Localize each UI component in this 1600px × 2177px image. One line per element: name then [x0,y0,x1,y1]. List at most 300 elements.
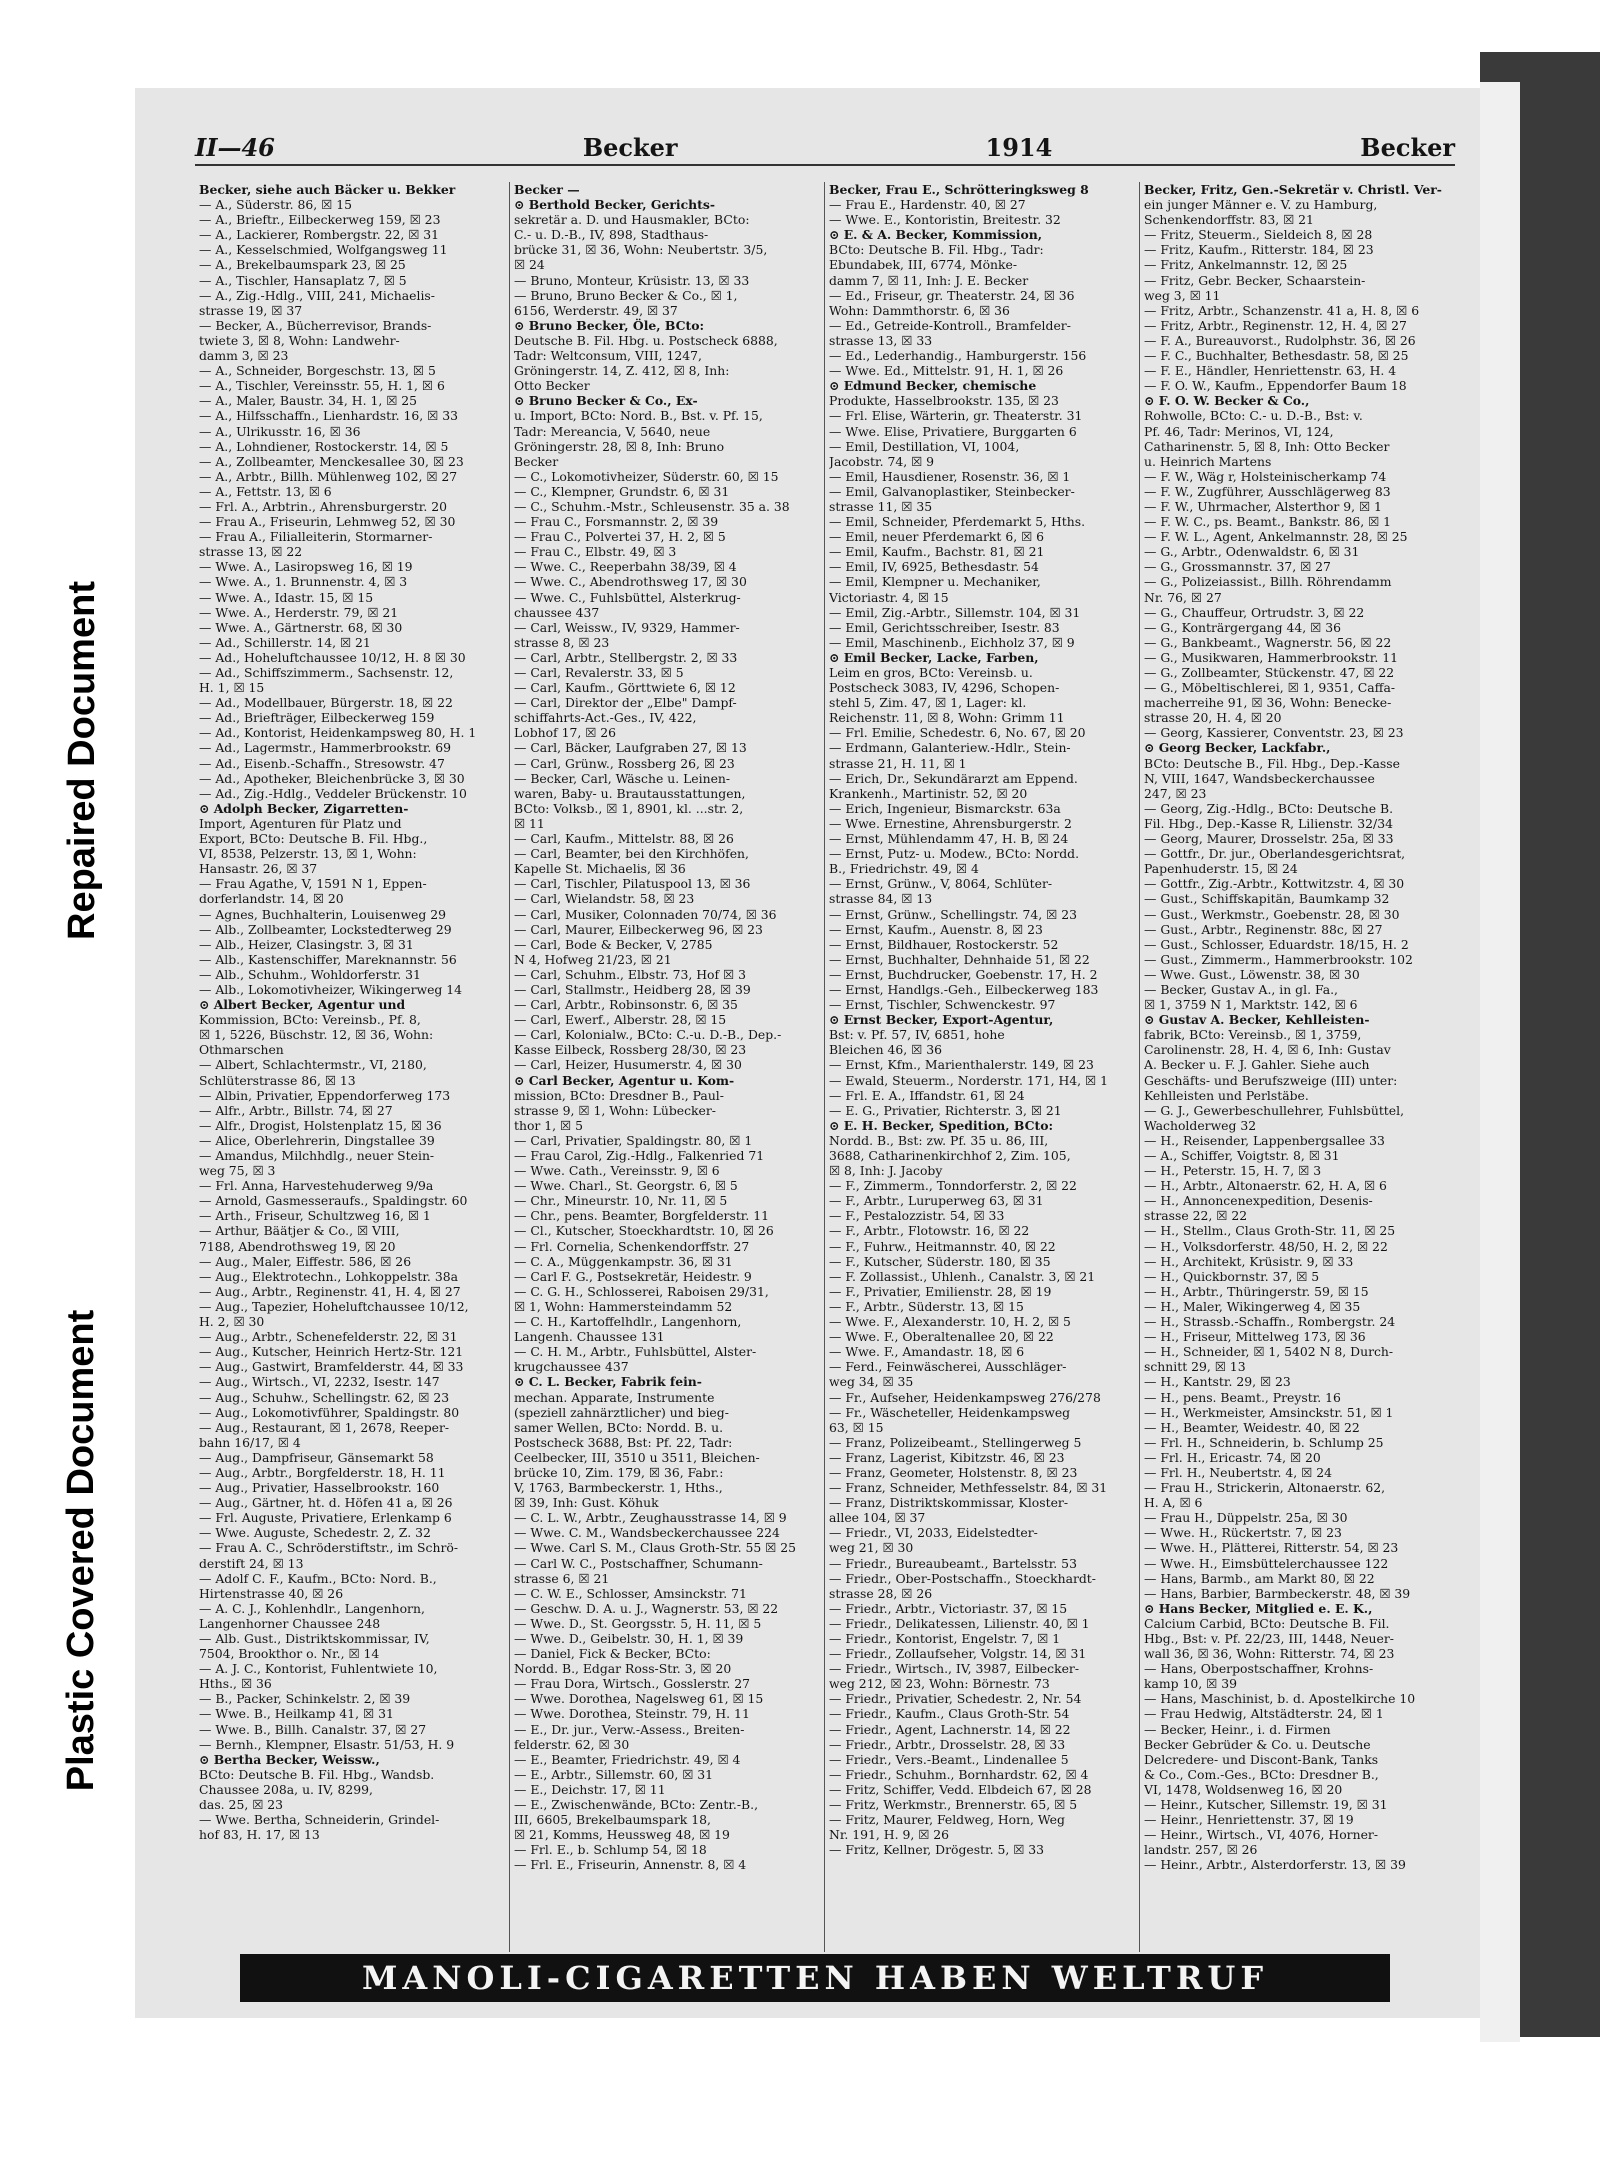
directory-entry: — Georg, Kassierer, Conventstr. 23, ☒ 23 [1144,725,1404,741]
directory-entry: — Aug., Elektrotechn., Lohkoppelstr. 38a [199,1268,458,1284]
directory-entry: — H., pens. Beamt., Preystr. 16 [1144,1389,1341,1405]
directory-entry: Delcredere- und Discont-Bank, Tanks [1144,1751,1379,1767]
directory-entry: — Daniel, Fick & Becker, BCto: [514,1646,711,1662]
scan-edge-strip [1480,52,1600,2037]
directory-entry: dorferlandstr. 14, ☒ 20 [199,891,344,907]
directory-entry: — Ad., Schiffszimmerm., Sachsenstr. 12, [199,665,454,680]
directory-entry: — Ernst, Grünw., Schellingstr. 74, ☒ 23 [829,906,1077,922]
directory-entry: — Carl, Ewerf., Alberstr. 28, ☒ 15 [514,1012,727,1028]
directory-entry: Victoriastr. 4, ☒ 15 [829,589,949,605]
directory-entry: — Wwe. F., Amandastr. 18, ☒ 6 [829,1344,1025,1360]
directory-entry: — C. W. E., Schlosser, Amsinckstr. 71 [514,1585,747,1601]
directory-entry: — A., Tischler, Hansaplatz 7, ☒ 5 [199,272,407,288]
directory-entry: — Wwe. C., Abendrothsweg 17, ☒ 30 [514,574,747,590]
directory-entry: — Franz, Lagerist, Kibitzstr. 46, ☒ 23 [829,1449,1065,1465]
directory-entry: — Wwe. Ed., Mittelstr. 91, H. 1, ☒ 26 [829,363,1064,379]
directory-entry: — Georg, Maurer, Drosselstr. 25a, ☒ 33 [1144,831,1394,847]
directory-entry: — Friedr., Privatier, Schedestr. 2, Nr. 54 [829,1691,1082,1707]
directory-entry: III, 6605, Brekelbaumspark 18, [514,1812,711,1828]
side-label-repaired-text: Repaired Document [60,580,103,940]
directory-entry: ⊙ Ernst Becker, Export-Agentur, [829,1012,1054,1028]
directory-entry: — Carl, Weissw., IV, 9329, Hammer- [514,619,740,635]
directory-entry: — Frl. H., Neubertstr. 4, ☒ 24 [1144,1464,1332,1480]
directory-entry: kamp 10, ☒ 39 [1144,1676,1237,1692]
directory-columns [195,182,1455,1952]
directory-entry: stehl 5, Zim. 47, ☒ 1, Lager: kl. [829,695,1027,711]
directory-entry: — Franz, Distriktskommissar, Kloster- [829,1495,1069,1511]
directory-entry: ⊙ Carl Becker, Agentur u. Kom- [514,1072,735,1088]
directory-entry: — Gottfr., Dr. jur., Oberlandesgerichtsrat, [1144,846,1406,862]
directory-entry: — Geschw. D. A. u. J., Wagnerstr. 53, ☒ 22 [514,1600,779,1616]
directory-entry: — Alb., Heizer, Clasingstr. 3, ☒ 31 [199,936,414,952]
directory-entry: ⊙ Berthold Becker, Gerichts- [514,197,715,213]
directory-entry: B., Friedrichstr. 49, ☒ 4 [829,861,979,877]
directory-entry: — Heinr., Wirtsch., VI, 4076, Horner- [1144,1827,1379,1843]
directory-entry: — H., Quickbornstr. 37, ☒ 5 [1144,1268,1320,1284]
directory-entry: — Wwe. Charl., St. Georgstr. 6, ☒ 5 [514,1178,738,1194]
directory-entry: Langenhorner Chaussee 248 [199,1615,381,1631]
directory-entry: — Frau H., Strickerin, Altonaerstr. 62, [1144,1480,1386,1496]
directory-entry: BCto: Deutsche B., Fil. Hbg., Dep.-Kasse [1144,755,1400,771]
directory-entry: — Emil, IV, 6925, Bethesdastr. 54 [829,559,1039,575]
directory-entry: strasse 28, ☒ 26 [829,1585,933,1601]
directory-entry: Nr. 191, H. 9, ☒ 26 [829,1827,950,1843]
directory-entry: landstr. 257, ☒ 26 [1144,1842,1258,1858]
directory-entry: VI, 8538, Pelzerstr. 13, ☒ 1, Wohn: [199,846,417,862]
directory-entry: — Ernst, Mühlendamm 47, H. B, ☒ 24 [829,831,1069,847]
directory-entry: — Emil, Gerichtsschreiber, Isestr. 83 [829,619,1060,635]
directory-entry: — Adolf C. F., Kaufm., BCto: Nord. B., [199,1570,437,1586]
directory-entry: — Ad., Schillerstr. 14, ☒ 21 [199,634,371,650]
directory-entry: damm 7, ☒ 11, Inh: J. E. Becker [829,272,1029,288]
directory-entry: — Frau C., Polvertei 37, H. 2, ☒ 5 [514,529,726,545]
directory-entry: Deutsche B. Fil. Hbg. u. Postscheck 6888, [514,332,778,348]
directory-entry: — Gottfr., Zig.-Arbtr., Kottwitzstr. 4, ☒ 30 [1144,876,1405,892]
directory-entry: — Frau C., Elbstr. 49, ☒ 3 [514,544,677,560]
directory-entry: — H., Friseur, Mittelweg 173, ☒ 36 [1144,1329,1366,1345]
directory-entry: — Gust., Schlosser, Eduardstr. 18/15, H. 2 [1144,936,1409,952]
directory-entry: — Becker, Heinr., i. d. Firmen [1144,1721,1331,1737]
directory-entry: Jacobstr. 74, ☒ 9 [829,453,935,469]
directory-entry: & Co., Com.-Ges., BCto: Dresdner B., [1144,1766,1379,1782]
directory-entry: 247, ☒ 23 [1144,785,1207,801]
directory-entry: — Carl W. C., Postschaffner, Schumann- [514,1555,763,1571]
directory-entry: ⊙ Albert Becker, Agentur und [199,997,406,1013]
directory-entry: — Frl. A., Arbtrin., Ahrensburgerstr. 20 [199,498,448,514]
directory-entry: — A., Zollbeamter, Menckesallee 30, ☒ 23 [199,453,464,469]
directory-entry: — Wwe. A., 1. Brunnenstr. 4, ☒ 3 [199,574,408,590]
page-number: II—46 [195,132,275,162]
directory-entry: — Carl, Arbtr., Stellbergstr. 2, ☒ 33 [514,649,738,665]
directory-entry: — A., Fettstr. 13, ☒ 6 [199,483,332,499]
directory-entry: — Friedr., Bureaubeamt., Bartelsstr. 53 [829,1555,1077,1571]
directory-entry: Fil. Hbg., Dep.-Kasse R, Lilienstr. 32/34 [1144,815,1393,831]
directory-entry: — F. Zollassist., Uhlenh., Canalstr. 3, ☒ 21 [829,1268,1096,1284]
directory-entry: — Aug., Gastwirt, Bramfelderstr. 44, ☒ 33 [199,1359,464,1375]
directory-entry: Otto Becker [514,378,590,394]
directory-entry: — Friedr., Kontorist, Engelstr. 7, ☒ 1 [829,1631,1061,1646]
directory-entry: — Frl. Emilie, Schedestr. 6, No. 67, ☒ 20 [829,725,1086,741]
directory-entry: VI, 1478, Woldsenweg 16, ☒ 20 [1144,1781,1343,1797]
directory-entry: — F., Fuhrw., Heitmannstr. 40, ☒ 22 [829,1238,1056,1254]
directory-entry: ⊙ Bertha Becker, Weissw., [199,1751,380,1767]
directory-entry: felderstr. 62, ☒ 30 [514,1736,630,1752]
directory-entry: 7504, Brookthor o. Nr., ☒ 14 [199,1646,380,1662]
directory-entry: — H., Architekt, Krüsistr. 9, ☒ 33 [1144,1253,1354,1269]
directory-entry: — H., Reisender, Lappenbergsallee 33 [1144,1132,1385,1148]
directory-entry: — G., Bankbeamt., Wagnerstr. 56, ☒ 22 [1144,634,1392,650]
directory-entry: — Ad., Apotheker, Bleichenbrücke 3, ☒ 30 [199,770,465,786]
directory-entry: C.- u. D.-B., IV, 898, Stadthaus- [514,227,709,243]
directory-entry: — Wwe. Gust., Löwenstr. 38, ☒ 30 [1144,966,1360,982]
directory-entry: — F. O. W., Kaufm., Eppendorfer Baum 18 [1144,378,1407,394]
directory-entry: Schlüterstrasse 86, ☒ 13 [199,1072,356,1088]
directory-entry: — E., Deichstr. 17, ☒ 11 [514,1781,666,1797]
directory-entry: — Frl. Cornelia, Schenkendorffstr. 27 [514,1238,750,1254]
directory-entry: — Ed., Friseur, gr. Theaterstr. 24, ☒ 36 [829,287,1075,303]
directory-entry: — Emil, Schneider, Pferdemarkt 5, Hths. [829,514,1086,530]
directory-entry: allee 104, ☒ 37 [829,1510,926,1526]
directory-entry: Tadr: Mereancia, V, 5640, neue [514,423,711,439]
directory-entry: — Carl, Heizer, Husumerstr. 4, ☒ 30 [514,1057,742,1073]
directory-entry: Hansastr. 26, ☒ 37 [199,861,318,877]
directory-entry: — Friedr., Arbtr., Victoriastr. 37, ☒ 15 [829,1600,1068,1616]
directory-entry: — Ad., Hoheluftchaussee 10/12, H. 8 ☒ 30 [199,649,466,665]
directory-entry: 63, ☒ 15 [829,1419,884,1435]
directory-entry: — Ed., Lederhandig., Hamburgerstr. 156 [829,348,1087,364]
directory-entry: — Agnes, Buchhalterin, Louisenweg 29 [199,906,447,922]
directory-entry: das. 25, ☒ 23 [199,1797,284,1813]
directory-entry: — Gust., Arbtr., Reginenstr. 88c, ☒ 27 [1144,921,1383,937]
directory-entry: — A. C. J., Kohlenhdlr., Langenhorn, [199,1600,425,1616]
directory-entry: — Carl, Tischler, Pilatuspool 13, ☒ 36 [514,876,751,892]
directory-entry: Krankenh., Martinistr. 52, ☒ 20 [829,785,1028,801]
directory-entry: Lobhof 17, ☒ 26 [514,725,617,741]
directory-entry: N, VIII, 1647, Wandsbeckerchaussee [1144,770,1375,786]
directory-entry: — Frl. E., Friseurin, Annenstr. 8, ☒ 4 [514,1857,747,1873]
directory-entry: — Wwe. F., Oberaltenallee 20, ☒ 22 [829,1329,1054,1345]
directory-entry: — H., Kantstr. 29, ☒ 23 [1144,1374,1291,1390]
directory-entry: — Bruno, Monteur, Krüsistr. 13, ☒ 33 [514,272,750,288]
directory-entry: — Aug., Privatier, Hasselbrookstr. 160 [199,1480,440,1496]
directory-entry: — Wwe. H., Eimsbüttelerchaussee 122 [1144,1555,1389,1571]
directory-entry: Gröningerstr. 14, Z. 412, ☒ 8, Inh: [514,363,730,379]
directory-entry: — Frau Dora, Wirtsch., Gosslerstr. 27 [514,1676,751,1692]
directory-entry: — Frau A. C., Schröderstiftstr., im Schrö- [199,1540,459,1556]
directory-entry: — Aug., Arbtr., Borgfelderstr. 18, H. 11 [199,1464,446,1480]
directory-entry: Ceelbecker, III, 3510 u 3511, Bleichen- [514,1449,760,1465]
directory-entry: — Frau A., Filialleiterin, Stormarner- [199,529,433,545]
directory-entry: ☒ 1, 5226, Büschstr. 12, ☒ 36, Wohn: [199,1027,434,1043]
directory-entry: Carolinenstr. 28, H. 4, ☒ 6, Inh: Gustav [1144,1042,1391,1058]
side-label-plastic-text: Plastic Covered Document [60,1309,103,1791]
directory-entry: H. 2, ☒ 30 [199,1314,265,1330]
directory-entry: — A., Hilfsschaffn., Lienhardstr. 16, ☒ 33 [199,408,458,424]
directory-entry: — Ewald, Steuerm., Norderstr. 171, H4, ☒ 1 [829,1072,1108,1088]
directory-entry: ⊙ Hans Becker, Mitglied e. E. K., [1144,1600,1373,1616]
directory-entry: Hirtenstrasse 40, ☒ 26 [199,1585,344,1601]
directory-entry: — Ernst, Tischler, Schwenckestr. 97 [829,997,1056,1013]
directory-entry: — E., Zwischenwände, BCto: Zentr.-B., [514,1797,759,1813]
directory-entry: ⊙ E. & A. Becker, Kommission, [829,227,1043,243]
directory-entry: — Alb. Gust., Distriktskommissar, IV, [199,1631,430,1646]
directory-entry: — H., Peterstr. 15, H. 7, ☒ 3 [1144,1163,1322,1179]
directory-entry: — A., Schiffer, Voigtstr. 8, ☒ 31 [1144,1148,1340,1163]
directory-entry: BCto: Deutsche B. Fil. Hbg., Tadr: [829,242,1044,258]
directory-entry: Langenh. Chaussee 131 [514,1329,665,1345]
directory-entry: — Erich, Ingenieur, Bismarckstr. 63a [829,800,1061,816]
directory-entry: — Ed., Getreide-Kontroll., Bramfelder- [829,317,1071,333]
directory-entry: chaussee 437 [514,604,600,620]
directory-entry: — Wwe. C., Reeperbahn 38/39, ☒ 4 [514,559,737,575]
directory-entry: — F. W., Zugführer, Ausschlägerweg 83 [1144,483,1391,499]
directory-entry: — Friedr., Wirtsch., IV, 3987, Eilbecker- [829,1661,1080,1677]
directory-entry: — F., Arbtr., Süderstr. 13, ☒ 15 [829,1298,1024,1314]
directory-entry: — Heinr., Kutscher, Sillemstr. 19, ☒ 31 [1144,1797,1388,1813]
directory-entry: strasse 11, ☒ 35 [829,498,933,514]
directory-entry: — Franz, Geometer, Holstenstr. 8, ☒ 23 [829,1464,1078,1480]
directory-entry: — Aug., Dampfriseur, Gänsemarkt 58 [199,1449,434,1465]
directory-entry: Nr. 76, ☒ 27 [1144,589,1222,605]
directory-entry: — Wwe. D., St. Georgsstr. 5, H. 11, ☒ 5 [514,1615,762,1631]
directory-entry: strasse 13, ☒ 22 [199,544,303,560]
directory-entry: ⊙ Georg Becker, Lackfabr., [1144,740,1331,756]
directory-entry: — Wwe. Cath., Vereinsstr. 9, ☒ 6 [514,1163,720,1179]
directory-entry: mechan. Apparate, Instrumente [514,1389,715,1405]
directory-entry: BCto: Deutsche B. Fil. Hbg., Wandsb. [199,1766,435,1782]
directory-entry: — Chr., Mineurstr. 10, Nr. 11, ☒ 5 [514,1193,728,1209]
directory-entry: — Albin, Privatier, Eppendorferweg 173 [199,1087,451,1103]
directory-entry: — Carl, Revalerstr. 33, ☒ 5 [514,665,684,680]
directory-entry: — Carl, Kaufm., Mittelstr. 88, ☒ 26 [514,831,734,847]
directory-entry: — F., Arbtr., Flotowstr. 16, ☒ 22 [829,1223,1030,1239]
directory-entry: — Wwe. D., Geibelstr. 30, H. 1, ☒ 39 [514,1631,744,1646]
directory-entry: — Wwe. A., Lasiropsweg 16, ☒ 19 [199,559,413,575]
directory-entry: — Erich, Dr., Sekundärarzt am Eppend. [829,770,1078,786]
directory-entry: Papenhuderstr. 15, ☒ 24 [1144,861,1298,877]
directory-entry: — Carl, Beamter, bei den Kirchhöfen, [514,846,749,862]
directory-entry: — Friedr., Arbtr., Drosselstr. 28, ☒ 33 [829,1736,1066,1752]
directory-entry: strasse 20, H. 4, ☒ 20 [1144,710,1282,726]
directory-entry: — Fr., Aufseher, Heidenkampsweg 276/278 [829,1389,1101,1405]
directory-entry: — Carl, Privatier, Spaldingstr. 80, ☒ 1 [514,1132,753,1148]
directory-entry: — Erdmann, Galanteriew.-Hdlr., Stein- [829,740,1071,756]
directory-entry: — Ad., Kontorist, Heidenkampsweg 80, H. 1 [199,725,477,741]
directory-entry: — Carl F. G., Postsekretär, Heidestr. 9 [514,1268,752,1284]
directory-entry: u. Import, BCto: Nord. B., Bst. v. Pf. 15, [514,408,763,424]
directory-entry: — Alb., Lokomotivheizer, Wikingerweg 14 [199,981,463,997]
directory-entry: — A., Süderstr. 86, ☒ 15 [199,197,352,213]
directory-entry: samer Wellen, BCto: Nordd. B. u. [514,1419,724,1435]
directory-entry: — Friedr., Agent, Lachnerstr. 14, ☒ 22 [829,1721,1071,1737]
directory-entry: — Arth., Friseur, Schultzweg 16, ☒ 1 [199,1208,431,1224]
directory-entry: thor 1, ☒ 5 [514,1117,583,1133]
directory-entry: — Wwe. A., Gärtnerstr. 68, ☒ 30 [199,619,403,635]
directory-entry: ☒ 1, Wohn: Hammersteindamm 52 [514,1298,733,1314]
directory-entry: ⊙ Edmund Becker, chemische [829,378,1037,394]
directory-entry: — C., Klempner, Grundstr. 6, ☒ 31 [514,483,730,499]
side-label-plastic [52,1240,112,1860]
directory-entry: Catharinenstr. 5, ☒ 8, Inh: Otto Becker [1144,438,1390,454]
directory-entry: — Carl, Kolonialw., BCto: C.-u. D.-B., Dep.- [514,1027,782,1043]
directory-entry: — Cl., Kutscher, Stoeckhardtstr. 10, ☒ 26 [514,1223,774,1239]
directory-entry: Becker [514,453,559,469]
directory-entry: — Ernst, Bildhauer, Rostockerstr. 52 [829,936,1059,952]
directory-entry: — Aug., Restaurant, ☒ 1, 2678, Reeper- [199,1419,450,1435]
directory-entry: — Carl, Schuhm., Elbstr. 73, Hof ☒ 3 [514,966,746,982]
directory-entry: strasse 19, ☒ 37 [199,302,303,318]
directory-entry: — A., Brekelbaumspark 23, ☒ 25 [199,257,406,273]
directory-entry: — Fritz, Arbtr., Schanzenstr. 41 a, H. 8, ☒ 6 [1144,302,1420,318]
directory-entry: Chaussee 208a, u. IV, 8299, [199,1781,373,1797]
directory-entry: — Georg, Zig.-Hdlg., BCto: Deutsche B. [1144,800,1394,816]
directory-entry: — Carl, Grünw., Rossberg 26, ☒ 23 [514,755,735,771]
directory-entry: — Alb., Zollbeamter, Lockstedterweg 29 [199,921,452,937]
directory-entry: Postscheck 3688, Bst: Pf. 22, Tadr: [514,1434,733,1450]
directory-entry: H. 1, ☒ 15 [199,680,265,696]
directory-entry: — Wwe. Dorothea, Nagelsweg 61, ☒ 15 [514,1691,764,1707]
directory-entry: — Carl, Arbtr., Robinsonstr. 6, ☒ 35 [514,997,738,1013]
directory-entry: derstift 24, ☒ 13 [199,1555,304,1571]
directory-entry: — Ernst, Putz- u. Modew., BCto: Nordd. [829,846,1080,862]
directory-entry: Wohn: Dammthorstr. 6, ☒ 36 [829,302,1010,318]
directory-entry: — Friedr., Ober-Postschaffn., Stoeckhardt- [829,1570,1096,1586]
directory-entry: — Carl, Stallmstr., Heidberg 28, ☒ 39 [514,981,751,997]
directory-entry: strasse 84, ☒ 13 [829,891,933,907]
directory-entry: — Ernst, Kaufm., Auenstr. 8, ☒ 23 [829,921,1043,937]
directory-entry: Reichenstr. 11, ☒ 8, Wohn: Grimm 11 [829,710,1065,726]
directory-entry: weg 21, ☒ 30 [829,1540,914,1556]
directory-entry: — Heinr., Arbtr., Alsterdorferstr. 13, ☒ 39 [1144,1857,1406,1873]
directory-entry: — B., Packer, Schinkelstr. 2, ☒ 39 [199,1691,411,1707]
directory-entry: Import, Agenturen für Platz und [199,815,402,831]
directory-entry: — Emil, Hausdiener, Rosenstr. 36, ☒ 1 [829,468,1071,484]
directory-entry: — Wwe. Ernestine, Ahrensburgerstr. 2 [829,815,1072,831]
directory-entry: — Friedr., Vers.-Beamt., Lindenallee 5 [829,1751,1069,1767]
directory-entry: — Ernst, Buchdrucker, Goebenstr. 17, H. 2 [829,966,1098,982]
directory-entry: — Carl, Wielandstr. 58, ☒ 23 [514,891,695,907]
directory-entry: — A., Maler, Baustr. 34, H. 1, ☒ 25 [199,393,418,409]
directory-entry: bahn 16/17, ☒ 4 [199,1434,301,1450]
directory-page [135,88,1480,2018]
directory-entry: — C. H., Kartoffelhdlr., Langenhorn, [514,1314,742,1330]
directory-entry: Wacholderweg 32 [1144,1117,1257,1133]
directory-entry: Hbg., Bst: v. Pf. 22/23, III, 1448, Neuer- [1144,1631,1394,1646]
column-head: Becker, Frau E., Schrötteringksweg 8 [829,182,1089,197]
directory-entry: — A., Kesselschmied, Wolfgangsweg 11 [199,242,448,258]
directory-entry: — F. W. C., ps. Beamt., Bankstr. 86, ☒ 1 [1144,514,1392,530]
column-head: Becker — [514,182,580,197]
directory-entry: 6156, Werderstr. 49, ☒ 37 [514,302,678,318]
directory-entry: — Wwe. B., Heilkamp 41, ☒ 31 [199,1706,394,1722]
directory-entry: krugchaussee 437 [514,1359,629,1375]
directory-entry: — Aug., Schuhw., Schellingstr. 62, ☒ 23 [199,1389,450,1405]
directory-entry: — Ernst, Grünw., V, 8064, Schlüter- [829,876,1053,892]
directory-entry: — Arnold, Gasmesseraufs., Spaldingstr. 60 [199,1193,468,1209]
directory-entry: — G., Chauffeur, Ortrudstr. 3, ☒ 22 [1144,604,1365,620]
directory-entry: mission, BCto: Dresdner B., Paul- [514,1087,724,1103]
directory-entry: — H., Strassb.-Schaffn., Rombergstr. 24 [1144,1314,1396,1330]
directory-entry: — H., Beamter, Weidestr. 40, ☒ 22 [1144,1419,1360,1435]
directory-entry: — Frau C., Forsmannstr. 2, ☒ 39 [514,514,719,530]
directory-entry: brücke 10, Zim. 179, ☒ 36, Fabr.: [514,1464,724,1480]
directory-entry: Postscheck 3083, IV, 4296, Schopen- [829,680,1060,696]
directory-entry: hof 83, H. 17, ☒ 13 [199,1827,320,1843]
directory-entry: — Ad., Briefträger, Eilbeckerweg 159 [199,710,435,726]
directory-entry: — Alfr., Drogist, Holstenplatz 15, ☒ 36 [199,1117,442,1133]
directory-entry: macherreihe 91, ☒ 36, Wohn: Benecke- [1144,695,1392,711]
directory-entry: — H., Volksdorferstr. 48/50, H. 2, ☒ 22 [1144,1238,1388,1254]
directory-entry: — F., Privatier, Emilienstr. 28, ☒ 19 [829,1283,1052,1299]
directory-entry: BCto: Volksb., ☒ 1, 8901, kl. ...str. 2, [514,800,744,816]
directory-entry: — Wwe. Elise, Privatiere, Burggarten 6 [829,423,1077,439]
directory-entry: ⊙ F. O. W. Becker & Co., [1144,393,1310,409]
directory-entry: — Frl. Elise, Wärterin, gr. Theaterstr. 31 [829,408,1083,424]
directory-entry: — Frl. H., Ericastr. 74, ☒ 20 [1144,1449,1321,1465]
directory-entry: — Carl, Direktor der „Elbe" Dampf- [514,695,737,711]
directory-entry: ein junger Männer e. V. zu Hamburg, [1144,197,1378,213]
directory-entry: — Emil, Zig.-Arbtr., Sillemstr. 104, ☒ 31 [829,604,1081,620]
directory-entry: — Gust., Schiffskapitän, Baumkamp 32 [1144,891,1390,907]
directory-entry: ⊙ Emil Becker, Lacke, Farben, [829,649,1039,665]
directory-entry: — A., Tischler, Vereinsstr. 55, H. 1, ☒ 6 [199,378,445,394]
directory-entry: — G., Arbtr., Odenwaldstr. 6, ☒ 31 [1144,544,1360,560]
directory-entry: — Wwe. H., Rückertstr. 7, ☒ 23 [1144,1525,1342,1541]
directory-entry: — Fritz, Kaufm., Ritterstr. 184, ☒ 23 [1144,242,1374,258]
directory-entry: brücke 31, ☒ 36, Wohn: Neubertstr. 3/5, [514,242,768,258]
directory-entry: — Emil, Kaufm., Bachstr. 81, ☒ 21 [829,544,1045,560]
directory-entry: — Emil, Destillation, VI, 1004, [829,438,1020,454]
directory-entry: Hths., ☒ 36 [199,1676,272,1692]
directory-entry: A. Becker u. F. J. Gahler. Siehe auch [1144,1057,1370,1073]
directory-entry: — Ernst, Handlgs.-Geh., Eilbeckerweg 183 [829,981,1099,997]
directory-entry: — Alice, Oberlehrerin, Dingstallee 39 [199,1132,435,1148]
directory-entry: — Alfr., Arbtr., Billstr. 74, ☒ 27 [199,1102,393,1118]
column-4 [1140,182,1455,1952]
directory-entry: — Frl. E., b. Schlump 54, ☒ 18 [514,1842,707,1858]
column-2 [510,182,825,1952]
directory-entry: Nordd. B., Bst: zw. Pf. 35 u. 86, III, [829,1132,1049,1148]
directory-entry: — Hans, Barbier, Barmbeckerstr. 48, ☒ 39 [1144,1585,1411,1601]
directory-entry: — F. E., Händler, Henriettenstr. 63, H. 4 [1144,363,1397,379]
directory-entry: — Frau H., Düppelstr. 25a, ☒ 30 [1144,1510,1348,1526]
directory-entry: strasse 9, ☒ 1, Wohn: Lübecker- [514,1102,716,1118]
directory-entry: — Fritz, Werkmstr., Brennerstr. 65, ☒ 5 [829,1797,1078,1813]
directory-entry: — Wwe. F., Alexanderstr. 10, H. 2, ☒ 5 [829,1314,1071,1330]
directory-entry: weg 212, ☒ 23, Wohn: Börnestr. 73 [829,1676,1050,1692]
directory-entry: weg 34, ☒ 35 [829,1374,914,1390]
directory-entry: — Ernst, Buchhalter, Dehnhaide 51, ☒ 22 [829,951,1090,967]
directory-entry: Nordd. B., Edgar Ross-Str. 3, ☒ 20 [514,1661,732,1677]
directory-entry: — Aug., Arbtr., Reginenstr. 41, H. 4, ☒ 27 [199,1283,461,1299]
directory-entry: — G. J., Gewerbeschullehrer, Fuhlsbüttel, [1144,1102,1405,1118]
directory-entry: — Fritz, Ankelmannstr. 12, ☒ 25 [1144,257,1348,273]
directory-entry: — Wwe. Auguste, Schedestr. 2, Z. 32 [199,1525,431,1541]
directory-entry: damm 3, ☒ 23 [199,348,289,364]
side-label-repaired [52,500,112,1020]
directory-entry: Produkte, Hasselbrookstr. 135, ☒ 23 [829,393,1059,409]
directory-entry: sekretär a. D. und Hausmakler, BCto: [514,212,750,228]
directory-entry: — Friedr., Zollaufseher, Volgstr. 14, ☒ 31 [829,1646,1087,1662]
directory-entry: — Frau Agathe, V, 1591 N 1, Eppen- [199,876,427,892]
directory-entry: — Fritz, Steuerm., Sieldeich 8, ☒ 28 [1144,227,1373,243]
directory-entry: Leim en gros, BCto: Vereinsb. u. [829,665,1033,680]
directory-entry: — Fritz, Kellner, Drögestr. 5, ☒ 33 [829,1842,1045,1858]
directory-entry: — Bruno, Bruno Becker & Co., ☒ 1, [514,287,738,303]
directory-entry: — Frau Carol, Zig.-Hdlg., Falkenried 71 [514,1148,765,1163]
directory-entry: Kommission, BCto: Vereinsb., Pf. 8, [199,1012,421,1028]
directory-entry: — G., Konträrgergang 44, ☒ 36 [1144,619,1341,635]
